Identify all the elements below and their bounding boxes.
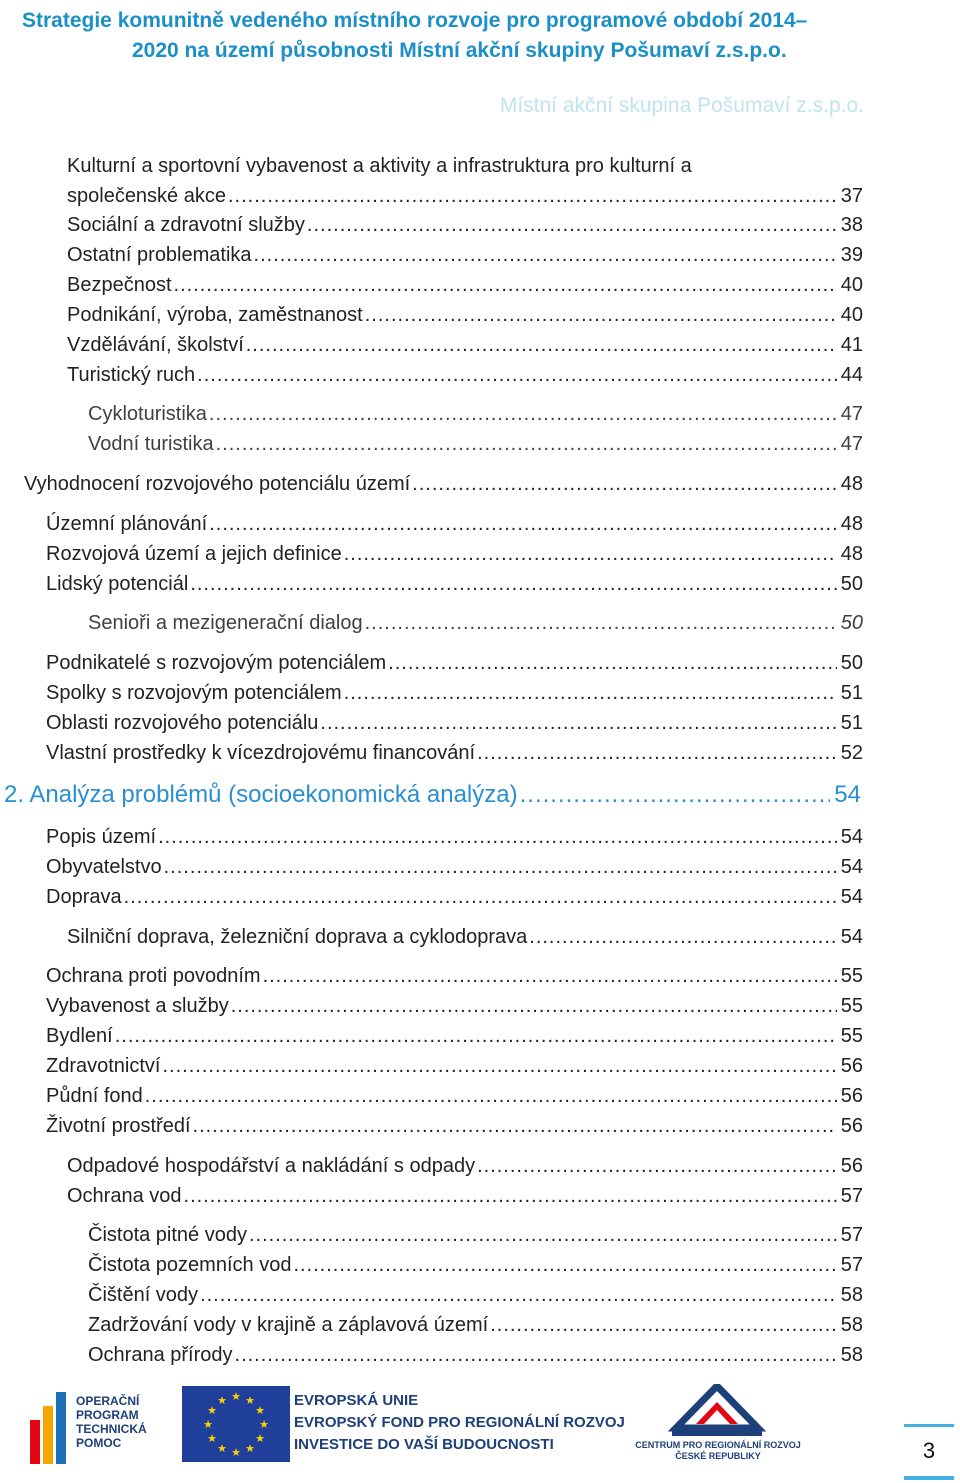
toc-entry-label: Životní prostředí (46, 1115, 191, 1137)
toc-entry-page: 40 (840, 274, 863, 296)
toc-entry-page: 50 (840, 573, 863, 595)
svg-text:★: ★ (245, 1442, 255, 1455)
toc-leader-dots (293, 1253, 836, 1277)
toc-entry-label: Vzdělávání, školství (67, 334, 244, 356)
toc-leader-dots (490, 1313, 837, 1337)
organization-name: Místní akční skupina Pošumaví z.s.p.o. (499, 94, 864, 117)
toc-entry-page: 54 (840, 856, 863, 878)
toc-entry-page: 48 (840, 543, 863, 565)
toc-entry[interactable] (46, 825, 863, 849)
toc-entry-page: 57 (840, 1254, 863, 1276)
toc-entry-label: Oblasti rozvojového potenciálu (46, 712, 319, 734)
toc-leader-dots (344, 681, 837, 705)
svg-text:★: ★ (207, 1432, 217, 1445)
toc-entry-label: Zadržování vody v krajině a záplavová území (88, 1314, 489, 1336)
toc-entry[interactable] (46, 542, 863, 566)
toc-leader-dots (209, 512, 837, 536)
toc-entry-label: Půdní fond (46, 1085, 143, 1107)
eu-line-2: EVROPSKÝ FOND PRO REGIONÁLNÍ ROZVOJ (294, 1414, 625, 1431)
op-technical-assistance-logo (30, 1388, 170, 1468)
toc-entry-label: Vybavenost a služby (46, 995, 229, 1017)
toc-entry-label: Podnikatelé s rozvojovým potenciálem (46, 652, 387, 674)
toc-entry-label: Zdravotnictví (46, 1055, 161, 1077)
toc-entry-label: Obyvatelstvo (46, 856, 162, 878)
toc-chapter-heading[interactable] (4, 780, 861, 810)
toc-entry-page: 55 (840, 1025, 863, 1047)
toc-entry-label: Bezpečnost (67, 274, 172, 296)
toc-leader-dots (115, 1024, 837, 1048)
toc-leader-dots (197, 363, 837, 387)
toc-leader-dots (254, 243, 837, 267)
toc-entry-label: Ochrana proti povodním (46, 965, 261, 987)
toc-leader-dots (246, 333, 837, 357)
toc-entry[interactable] (46, 1114, 863, 1138)
toc-entry-label: Vyhodnocení rozvojového potenciálu území (24, 473, 411, 495)
toc-entry-label: Vodní turistika (88, 433, 214, 455)
svg-text:★: ★ (203, 1418, 213, 1431)
toc-entry-label: Čištění vody (88, 1284, 199, 1306)
toc-entry-page: 48 (840, 473, 863, 495)
toc-leader-dots (145, 1084, 837, 1108)
toc-entry[interactable] (67, 303, 863, 327)
toc-entry-page: 56 (840, 1115, 863, 1137)
toc-entry-page: 50 (840, 612, 863, 634)
toc-leader-dots (190, 572, 836, 596)
toc-entry[interactable] (46, 1024, 863, 1048)
toc-entry[interactable] (88, 1283, 863, 1307)
toc-leader-dots (174, 273, 837, 297)
toc-entry-page: 37 (840, 185, 863, 207)
svg-text:★: ★ (255, 1432, 265, 1445)
toc-entry[interactable] (46, 572, 863, 596)
svg-text:★: ★ (231, 1446, 241, 1459)
toc-entry[interactable] (46, 741, 863, 765)
toc-leader-dots (365, 303, 837, 327)
toc-leader-dots (193, 1114, 837, 1138)
toc-leader-dots (344, 542, 837, 566)
toc-entry[interactable] (46, 1054, 863, 1078)
toc-entry[interactable] (46, 994, 863, 1018)
op-logo-text: OPERAČNÍ PROGRAM TECHNICKÁ POMOC (76, 1394, 147, 1450)
toc-leader-dots (209, 402, 837, 426)
toc-entry-page: 40 (840, 304, 863, 326)
toc-entry[interactable] (88, 1253, 863, 1277)
toc-entry-page: 51 (840, 682, 863, 704)
toc-entry-label: Popis území (46, 826, 157, 848)
toc-leader-dots (529, 925, 836, 949)
toc-entry[interactable] (46, 651, 863, 675)
toc-entry[interactable] (67, 213, 863, 237)
toc-entry[interactable] (46, 711, 863, 735)
toc-entry[interactable] (67, 333, 863, 357)
toc-entry[interactable] (46, 855, 863, 879)
toc-leader-dots (307, 213, 837, 237)
toc-entry[interactable] (88, 1313, 863, 1337)
svg-text:★: ★ (259, 1418, 269, 1431)
toc-leader-dots (162, 1054, 836, 1078)
toc-entry-page: 54 (840, 826, 863, 848)
toc-entry-page: 38 (840, 214, 863, 236)
toc-leader-dots (164, 855, 837, 879)
toc-entry-page: 58 (840, 1284, 863, 1306)
eu-logo-text (294, 1390, 625, 1456)
toc-entry-page: 54 (840, 926, 863, 948)
document-title-line-2: 2020 na území působnosti Místní akční skupiny Pošumaví z.s.p.o. (132, 39, 787, 62)
toc-entry-label: Vlastní prostředky k vícezdrojovému financování (46, 742, 476, 764)
document-title (22, 6, 902, 66)
toc-leader-dots (249, 1223, 837, 1247)
footer-logos (0, 1380, 960, 1483)
toc-entry-label: Cykloturistika (88, 403, 207, 425)
toc-entry-label: Čistota pitné vody (88, 1224, 247, 1246)
svg-text:★: ★ (231, 1390, 241, 1403)
toc-leader-dots (200, 1283, 837, 1307)
toc-entry-label: Doprava (46, 886, 122, 908)
toc-entry[interactable] (46, 681, 863, 705)
toc-entry-page: 56 (840, 1055, 863, 1077)
toc-leader-dots (231, 994, 837, 1018)
toc-leader-dots (412, 472, 837, 496)
toc-entry-label: Silniční doprava, železniční doprava a cyklodoprava (67, 926, 528, 948)
toc-entry-page: 52 (840, 742, 863, 764)
crr-logo-text: CENTRUM PRO REGIONÁLNÍ ROZVOJ ČESKÉ REPUBLIKY (635, 1440, 801, 1461)
toc-entry-label: Sociální a zdravotní služby (67, 214, 305, 236)
svg-text:★: ★ (207, 1404, 217, 1417)
eu-line-1: EVROPSKÁ UNIE (294, 1392, 419, 1409)
toc-entry-page: 57 (840, 1224, 863, 1246)
toc-leader-dots (263, 964, 837, 988)
toc-entry-page: 57 (840, 1185, 863, 1207)
toc-entry[interactable] (46, 885, 863, 909)
toc-entry[interactable] (88, 432, 863, 456)
toc-entry[interactable] (67, 363, 863, 387)
toc-leader-dots (124, 885, 837, 909)
toc-leader-dots (158, 825, 837, 849)
eu-erdf-logo (182, 1386, 625, 1468)
toc-leader-dots (520, 780, 831, 810)
svg-text:★: ★ (255, 1404, 265, 1417)
toc-entry-page: 54 (840, 886, 863, 908)
toc-entry[interactable] (46, 512, 863, 536)
toc-leader-dots (477, 1154, 837, 1178)
toc-entry-page: 44 (840, 364, 863, 386)
toc-entry-label: Rozvojová území a jejich definice (46, 543, 342, 565)
toc-entry[interactable] (24, 472, 863, 496)
page-number: 3 (922, 1438, 936, 1463)
toc-entry[interactable] (88, 1343, 863, 1367)
toc-leader-dots (365, 611, 837, 635)
eu-flag-icon (182, 1386, 290, 1462)
toc-entry[interactable] (67, 184, 863, 208)
toc-entry[interactable] (46, 964, 863, 988)
toc-entry[interactable] (67, 273, 863, 297)
toc-entry-page: 55 (840, 965, 863, 987)
toc-entry-page: 56 (840, 1155, 863, 1177)
document-title-line-1: Strategie komunitně vedeného místního rozvoje pro programové období 2014– (22, 9, 808, 32)
page-number-box (904, 1424, 954, 1480)
toc-entry-page: 41 (840, 334, 863, 356)
toc-leader-dots (228, 184, 837, 208)
page-number-rule-top (904, 1424, 954, 1427)
toc-entry-label: Podnikání, výroba, zaměstnanost (67, 304, 363, 326)
toc-entry-label: Čistota pozemních vod (88, 1254, 292, 1276)
toc-entry-label: Spolky s rozvojovým potenciálem (46, 682, 342, 704)
toc-entry[interactable] (46, 1084, 863, 1108)
svg-text:★: ★ (217, 1442, 227, 1455)
toc-entry[interactable] (88, 611, 863, 635)
toc-entry-label: Bydlení (46, 1025, 113, 1047)
toc-leader-dots (477, 741, 837, 765)
toc-entry-label: společenské akce (67, 185, 226, 207)
toc-entry-label: Senioři a mezigenerační dialog (88, 612, 363, 634)
toc-entry[interactable] (88, 1223, 863, 1247)
toc-entry-page: 48 (840, 513, 863, 535)
toc-entry-page: 54 (834, 781, 861, 808)
page-number-rule-bottom (904, 1476, 954, 1480)
toc-entry-page: 47 (840, 433, 863, 455)
svg-text:★: ★ (217, 1394, 227, 1407)
crr-emblem-icon (662, 1384, 772, 1440)
toc-entry-label: Ostatní problematika (67, 244, 252, 266)
toc-entry-page: 47 (840, 403, 863, 425)
toc-leader-dots (216, 432, 837, 456)
svg-text:★: ★ (245, 1394, 255, 1407)
toc-leader-dots (235, 1343, 837, 1367)
toc-entry-page: 58 (840, 1344, 863, 1366)
toc-continued-line: Kulturní a sportovní vybavenost a aktivity a infrastruktura pro kulturní a (67, 155, 692, 177)
toc-entry[interactable] (67, 1184, 863, 1208)
toc-entry[interactable] (67, 243, 863, 267)
toc-entry-page: 55 (840, 995, 863, 1017)
toc-entry-label: Ochrana přírody (88, 1344, 233, 1366)
toc-entry[interactable] (67, 1154, 863, 1178)
toc-entry-page: 56 (840, 1085, 863, 1107)
toc-entry[interactable] (88, 402, 863, 426)
toc-entry-label: Ochrana vod (67, 1185, 182, 1207)
toc-entry[interactable] (67, 925, 863, 949)
toc-entry-label: Turistický ruch (67, 364, 196, 386)
toc-entry-page: 51 (840, 712, 863, 734)
toc-entry-label: Lidský potenciál (46, 573, 189, 595)
toc-leader-dots (184, 1184, 837, 1208)
toc-entry-label: Odpadové hospodářství a nakládání s odpady (67, 1155, 476, 1177)
toc-entry-page: 50 (840, 652, 863, 674)
toc-leader-dots (320, 711, 836, 735)
toc-leader-dots (388, 651, 837, 675)
toc-entry-label: Územní plánování (46, 513, 208, 535)
eu-line-3: INVESTICE DO VAŠÍ BUDOUCNOSTI (294, 1436, 554, 1453)
crr-logo (622, 1384, 812, 1476)
toc-entry-page: 39 (840, 244, 863, 266)
toc-entry-page: 58 (840, 1314, 863, 1336)
toc-entry-label: 2. Analýza problémů (socioekonomická analýza) (4, 781, 518, 808)
op-logo-bars-icon (30, 1392, 70, 1464)
